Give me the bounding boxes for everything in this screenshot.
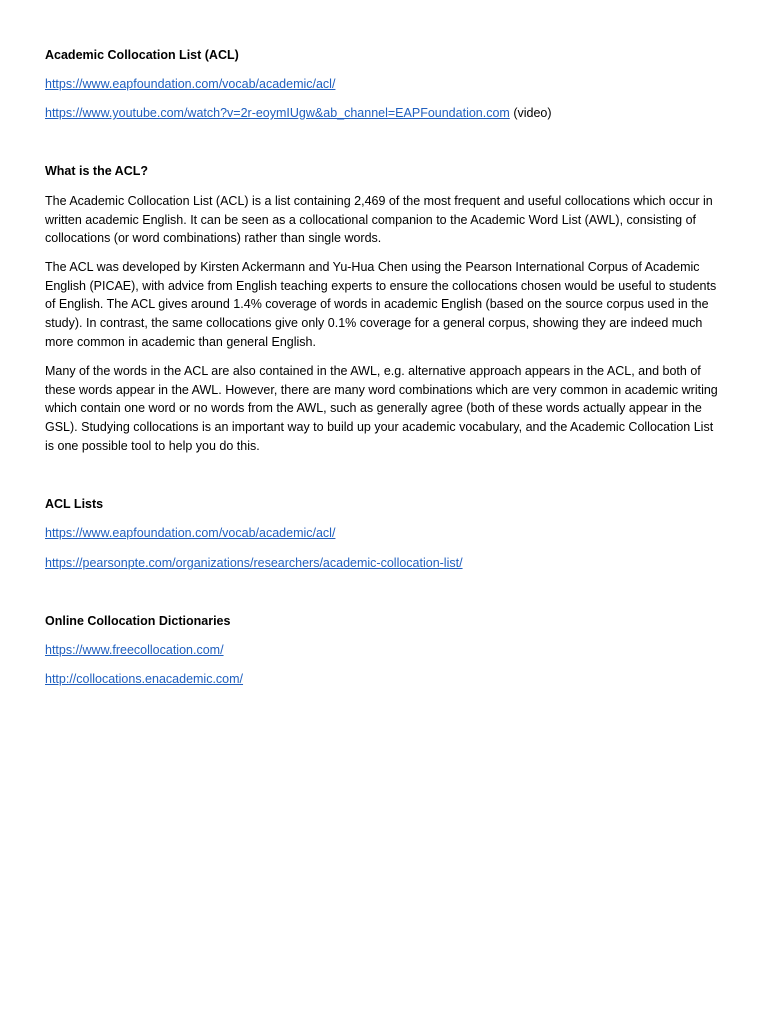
- dict-link-line-1: [45, 643, 224, 658]
- paragraph-development: The ACL was developed by Kirsten Ackermann and Yu-Hua Chen using the Pearson International Corpus of Academic English (PICAE), with advice from English teaching experts to ensure the collocations chosen would be useful to students of English. The ACL gives around 1.4% coverage of words in academic English (based on the source corpus used in the study). In contrast, the same collocations give only 0.1% coverage for a general corpus, showing they are indeed much more common in academic than general English.: [45, 260, 717, 349]
- acl-list-eapfoundation-link[interactable]: https://www.eapfoundation.com/vocab/academic/acl/: [45, 526, 336, 540]
- online-dictionaries-heading: Online Collocation Dictionaries: [45, 614, 231, 628]
- link-line-youtube: [45, 106, 552, 121]
- freecollocation-link[interactable]: https://www.freecollocation.com/: [45, 643, 224, 657]
- what-is-acl-heading: What is the ACL?: [45, 164, 149, 178]
- acl-lists-heading: ACL Lists: [45, 497, 104, 511]
- list-link-line-1: [45, 526, 335, 541]
- list-link-line-2: [45, 556, 463, 571]
- paragraph-intro: The Academic Collocation List (ACL) is a list containing 2,469 of the most frequent and useful collocations which occur in written academic English. It can be seen as a collocational companion to the Academic Word List (AWL), consisting of collocations (or word combinations) rather than single words.: [45, 194, 713, 246]
- eapfoundation-acl-link[interactable]: https://www.eapfoundation.com/vocab/academic/acl/: [45, 77, 336, 91]
- video-suffix: (video): [509, 106, 552, 120]
- link-line-eapfoundation: [45, 77, 335, 92]
- enacademic-collocations-link[interactable]: http://collocations.enacademic.com/: [45, 672, 244, 686]
- dict-link-line-2: [45, 672, 243, 687]
- document-title: Academic Collocation List (ACL): [45, 48, 239, 62]
- acl-list-pearson-link[interactable]: https://pearsonpte.com/organizations/researchers/academic-collocation-list/: [45, 556, 463, 570]
- paragraph-awl-comparison: Many of the words in the ACL are also contained in the AWL, e.g. alternative approach appears in the ACL, and both of these words appear in the AWL. However, there are many word combinations which are very common in academic writing which contain one word or no words from the AWL, such as generally agree (both of these words actually appear in the GSL). Studying collocations is an important way to build up your academic vocabulary, and the Academic Collocation List is one possible tool to help you do this.: [45, 364, 718, 453]
- youtube-video-link[interactable]: https://www.youtube.com/watch?v=2r-eoymIUgw&ab_channel=EAPFoundation.com: [45, 106, 510, 120]
